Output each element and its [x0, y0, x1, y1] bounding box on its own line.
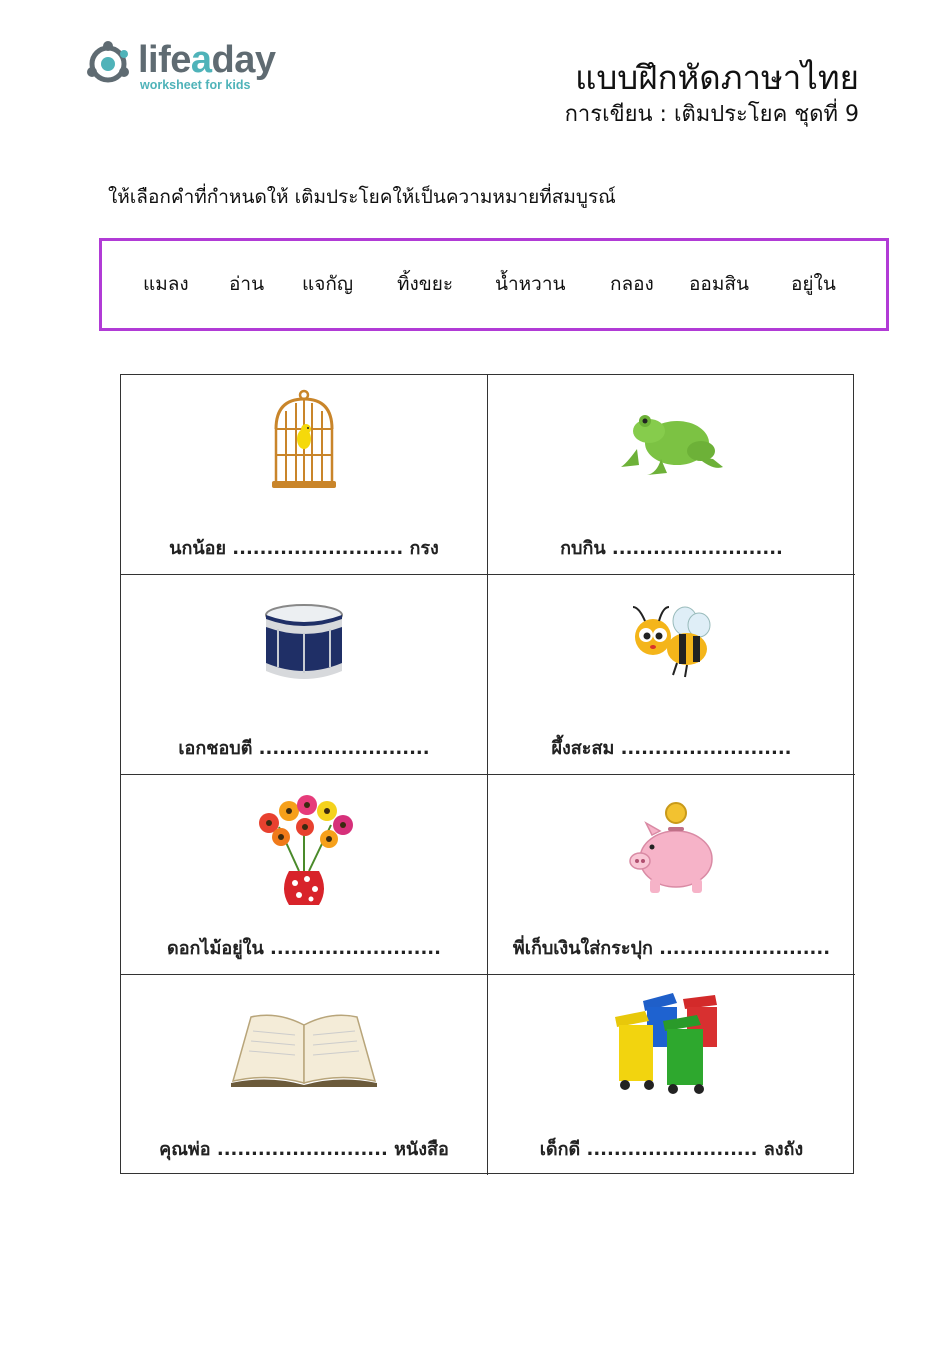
bee-icon — [627, 601, 717, 681]
drum-icon — [262, 599, 346, 689]
word-bank-item: กลอง — [610, 273, 654, 295]
logo-tagline: worksheet for kids — [140, 78, 251, 92]
flower-vase-icon — [249, 793, 359, 911]
frog-icon — [617, 401, 727, 481]
exercise-sentence: คุณพ่อ ......................... หนังสือ — [159, 1139, 449, 1160]
worksheet-subtitle: การเขียน : เติมประโยค ชุดที่ 9 — [564, 102, 859, 127]
instruction-text: ให้เลือกคำที่กำหนดให้ เติมประโยคให้เป็นความหมายที่สมบูรณ์ — [108, 186, 616, 208]
piggy-bank-icon — [622, 799, 722, 899]
exercise-sentence: เด็กดี ......................... ลงถัง — [539, 1139, 804, 1160]
word-bank-item: ทิ้งขยะ — [397, 273, 454, 295]
exercise-cell — [488, 375, 855, 575]
word-bank-item: อยู่ใน — [791, 273, 836, 295]
exercise-sentence: เอกชอบตี ......................... — [178, 738, 430, 759]
exercise-sentence: กบกิน ......................... — [560, 538, 783, 559]
word-bank-item: แมลง — [143, 273, 189, 295]
exercise-sentence: นกน้อย ......................... กรง — [169, 538, 439, 559]
exercise-cell — [121, 575, 488, 775]
word-bank-item: แจกัญ — [302, 273, 354, 295]
logo-mark-icon — [82, 36, 134, 90]
recycle-bins-icon — [613, 989, 731, 1095]
exercise-cell — [121, 975, 488, 1175]
logo-wordmark: lifeaday — [138, 39, 276, 81]
lifeaday-logo — [82, 36, 282, 96]
word-bank-item: ออมสิน — [689, 273, 749, 295]
exercise-sentence: ผึ้งสะสม ......................... — [551, 738, 792, 759]
exercise-sentence: พี่เก็บเงินใส่กระปุก ......................... — [512, 938, 831, 959]
word-bank — [99, 238, 889, 331]
bird-in-cage-icon — [264, 389, 344, 494]
worksheet-title: แบบฝึกหัดภาษาไทย — [575, 58, 859, 97]
word-bank-item: น้ำหวาน — [495, 273, 566, 295]
open-book-icon — [229, 1007, 379, 1087]
word-bank-item: อ่าน — [229, 273, 265, 295]
exercise-cell — [488, 775, 855, 975]
exercise-cell — [488, 975, 855, 1175]
exercise-sentence: ดอกไม้อยู่ใน ......................... — [167, 938, 441, 959]
exercise-grid — [120, 374, 854, 1174]
exercise-cell — [121, 375, 488, 575]
exercise-cell — [488, 575, 855, 775]
exercise-cell — [121, 775, 488, 975]
